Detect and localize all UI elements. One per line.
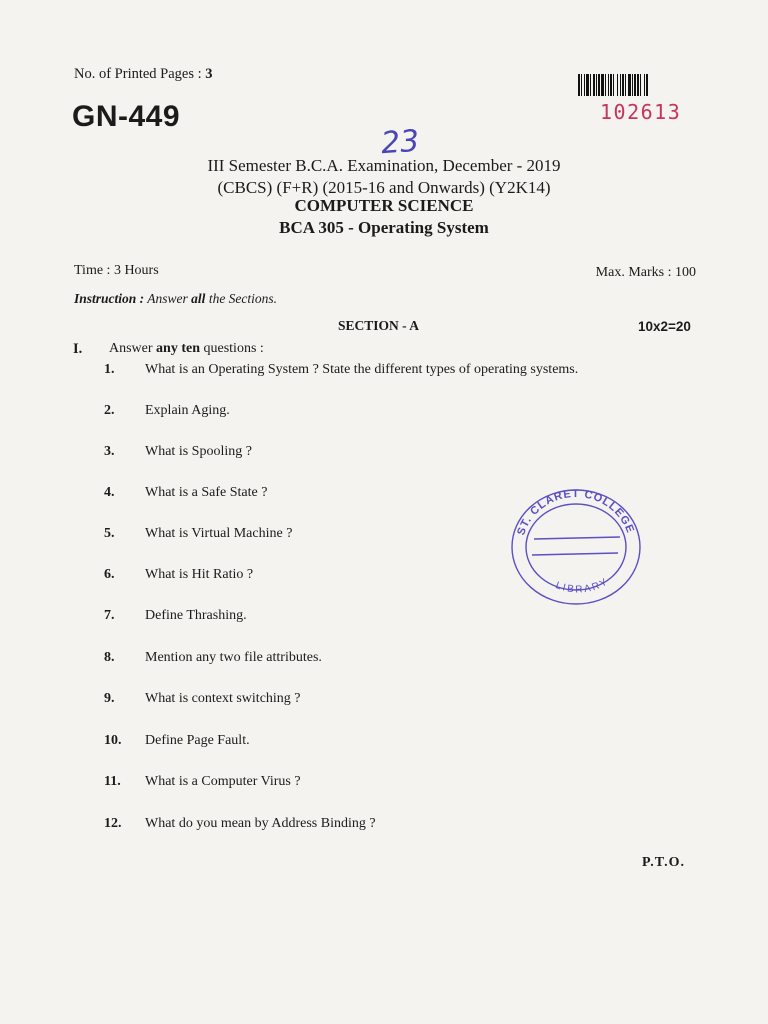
section-title: SECTION - A: [338, 318, 420, 333]
question-text: What is context switching ?: [145, 691, 301, 706]
question-text: What is a Computer Virus ?: [145, 774, 301, 789]
question-text: What is an Operating System ? State the different types of operating systems.: [145, 362, 579, 377]
question-number: 2.: [104, 403, 115, 418]
paper-code: GN-449: [72, 100, 181, 133]
printed-pages-value: 3: [205, 66, 213, 82]
instruction-post: the Sections.: [208, 291, 278, 306]
time-duration: Time : 3 Hours: [74, 263, 159, 278]
paper-title: BCA 305 - Operating System: [279, 218, 489, 237]
question-number: 4.: [104, 485, 115, 500]
question-number: 8.: [104, 650, 115, 665]
exam-title-line1: III Semester B.C.A. Examination, December - 2019: [207, 156, 561, 175]
handwritten-mark: 23: [379, 123, 421, 162]
question-text: Mention any two file attributes.: [145, 650, 322, 665]
max-marks: Max. Marks : 100: [595, 265, 696, 280]
question-text: Explain Aging.: [145, 403, 230, 418]
question-text: What is Hit Ratio ?: [145, 567, 254, 582]
library-stamp-icon: [508, 487, 644, 607]
question-text: What do you mean by Address Binding ?: [145, 816, 376, 831]
question-number: 10.: [104, 733, 122, 748]
question-number: 11.: [104, 774, 121, 789]
instruction: [74, 291, 277, 307]
svg-text:ST. CLARET COLLEGE: ST. CLARET COLLEGE: [515, 487, 637, 537]
question-text: What is a Safe State ?: [145, 485, 268, 500]
answer-instruction: [109, 341, 264, 357]
instruction-pre: Answer: [147, 291, 188, 306]
svg-text:LIBRARY: LIBRARY: [553, 576, 611, 596]
part-roman-numeral: I.: [73, 341, 83, 357]
subject-title: COMPUTER SCIENCE: [294, 196, 474, 215]
section-marks: 10x2=20: [638, 319, 691, 334]
serial-number: 102613: [600, 100, 682, 124]
question-number: 3.: [104, 444, 115, 459]
please-turn-over: P.T.O.: [642, 855, 685, 870]
answer-post: questions :: [203, 341, 264, 356]
question-number: 7.: [104, 608, 115, 623]
question-number: 1.: [104, 362, 115, 377]
instruction-label: Instruction :: [74, 291, 145, 306]
barcode-image: [578, 74, 696, 96]
answer-pre: Answer: [109, 341, 153, 356]
question-text: Define Page Fault.: [145, 733, 250, 748]
question-number: 6.: [104, 567, 115, 582]
printed-pages: [74, 66, 213, 83]
printed-pages-label: No. of Printed Pages :: [74, 66, 202, 82]
answer-bold: any ten: [156, 341, 200, 356]
question-text: What is Spooling ?: [145, 444, 252, 459]
question-text: What is Virtual Machine ?: [145, 526, 293, 541]
question-text: Define Thrashing.: [145, 608, 247, 623]
question-number: 12.: [104, 816, 122, 831]
question-number: 9.: [104, 691, 115, 706]
instruction-bold: all: [191, 291, 206, 306]
exam-title-line2: (CBCS) (F+R) (2015-16 and Onwards) (Y2K14): [217, 178, 551, 197]
question-number: 5.: [104, 526, 115, 541]
